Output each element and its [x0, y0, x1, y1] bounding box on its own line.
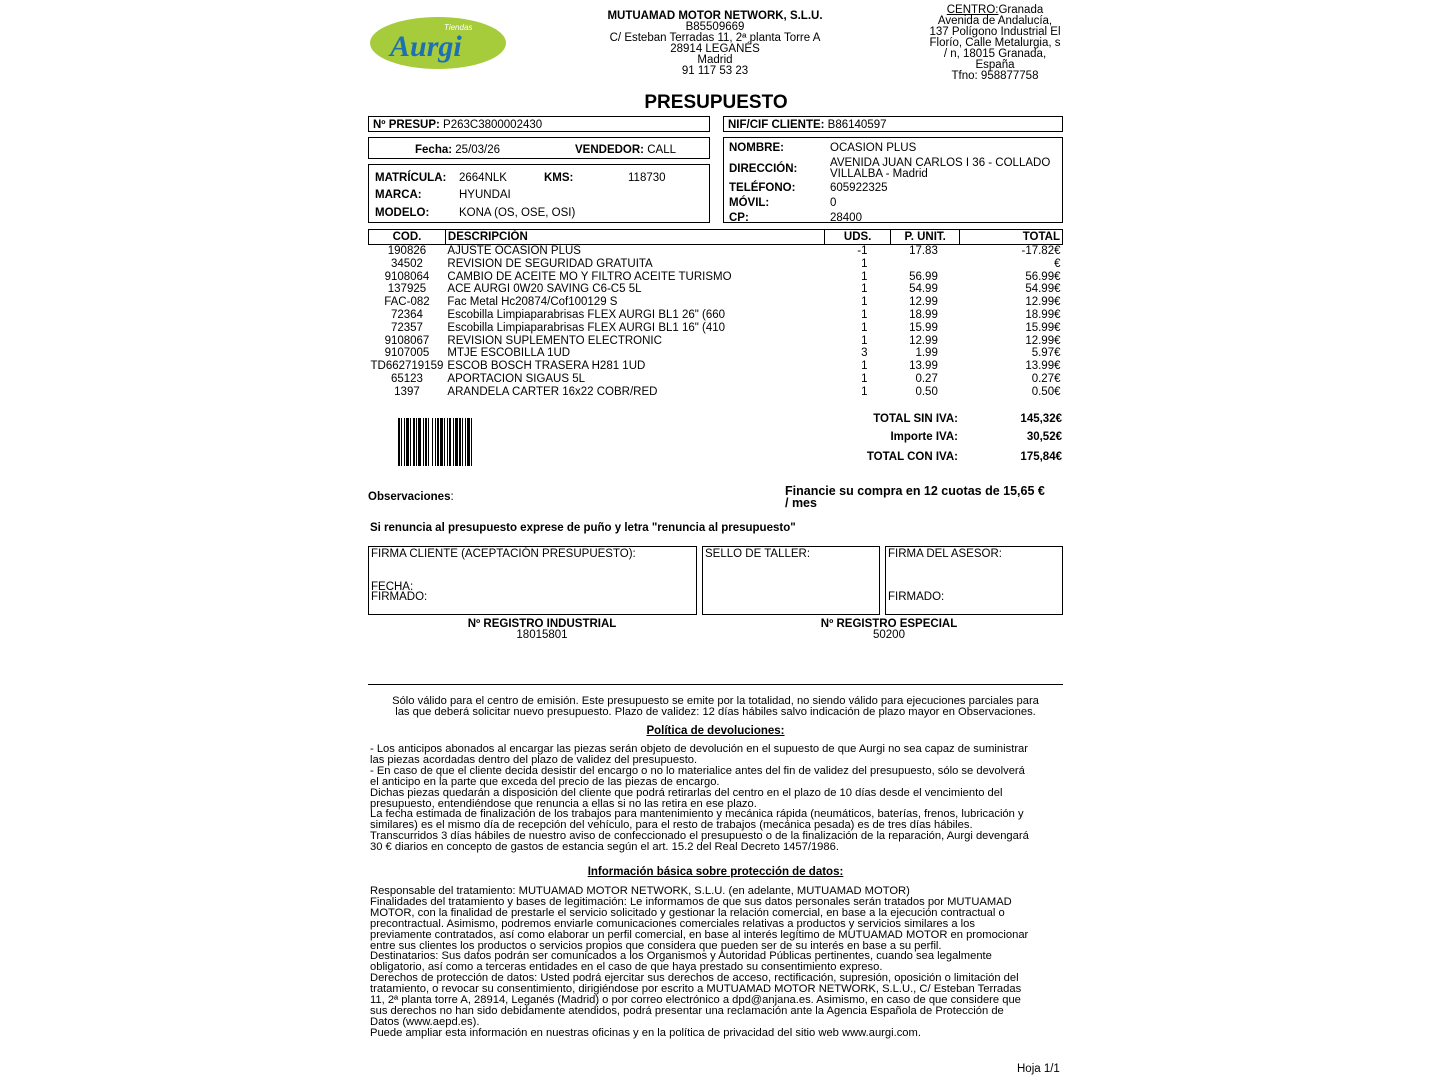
- cell-desc: APORTACION SIGAUS 5L: [447, 372, 586, 385]
- col-punit: P. UNIT.: [891, 230, 960, 245]
- direccion-label: DIRECCIÓN:: [729, 163, 798, 175]
- cell-desc: Fac Metal Hc20874/Cof100129 S: [447, 296, 618, 309]
- validez-line: Sólo válido para el centro de emisión. Este presupuesto se emite por la totalidad, no siendo válido para ejecuciones parciales para: [392, 695, 1039, 707]
- table-row: [369, 309, 1063, 322]
- datos-line: MOTOR, con la finalidad de prestarle el servicio solicitado y gestionar la relación comercial, en base a la ejecución contractual o: [370, 906, 1005, 919]
- registro-especial: [767, 619, 1011, 641]
- company-name: MUTUAMAD MOTOR NETWORK, S.L.U.: [607, 10, 823, 22]
- cell-cod: 1397: [394, 385, 420, 398]
- cell-desc: ARANDELA CARTER 16x22 COBR/RED: [447, 385, 658, 398]
- financie-text: [785, 485, 1045, 509]
- centro-line: Avenida de Andalucía,: [937, 15, 1053, 27]
- cell-uds: 1: [861, 283, 868, 296]
- cell-punit: 13.99: [909, 360, 938, 373]
- barcode-bar: [449, 418, 451, 466]
- matricula-value: 2664NLK: [459, 172, 507, 184]
- datos-line: Puede ampliar esta información en nuestras oficinas y en la política de privacidad del sitio web www.aurgi.com.: [370, 1026, 921, 1039]
- cell-cod: 9108067: [384, 334, 430, 347]
- table-row: [369, 386, 1063, 399]
- cell-cod: 9108064: [384, 270, 430, 283]
- col-desc: DESCRIPCIÓN: [445, 230, 824, 245]
- movil-value: 0: [830, 197, 837, 209]
- vendedor-value: CALL: [647, 144, 676, 156]
- cell-total: -17.82€: [1021, 245, 1061, 257]
- company-line: 91 117 53 23: [681, 65, 749, 77]
- barcode-bar: [413, 418, 415, 466]
- barcode-bar: [465, 418, 466, 466]
- firma-asesor-box: [885, 546, 1063, 615]
- cell-uds: 1: [861, 372, 868, 385]
- devoluciones-line: La fecha estimada de finalización de los trabajos para mantenimiento y mecánica rápida (neumáticos, baterías, frenos, lubricación y: [370, 808, 1024, 821]
- presup-label: Nº PRESUP:: [373, 119, 440, 131]
- cell-punit: 17.83: [909, 245, 938, 257]
- cell-desc: Escobilla Limpiaparabrisas FLEX AURGI BL1 16" (410: [447, 321, 726, 334]
- devoluciones-line: - En caso de que el cliente decida desistir del encargo o no lo materialice antes del fin de validez del presupuesto, sólo se devolverá: [370, 764, 1025, 777]
- barcode-bar: [428, 418, 429, 466]
- firma-cliente-firmado: FIRMADO:: [371, 591, 428, 603]
- fecha-value: 25/03/26: [455, 144, 501, 156]
- firma-cliente-box: [368, 546, 697, 615]
- nombre-label: NOMBRE:: [729, 142, 784, 154]
- barcode-bar: [401, 418, 402, 466]
- marca-label: MARCA:: [375, 189, 422, 201]
- modelo-value: KONA (OS, OSE, OSI): [459, 207, 576, 219]
- cell-cod: TD662719159: [370, 360, 444, 373]
- cell-cod: 65123: [390, 372, 423, 385]
- registro-especial-value: 50200: [873, 629, 905, 641]
- cell-total: 0.27€: [1031, 372, 1061, 385]
- telefono-label: TELÉFONO:: [729, 182, 796, 194]
- cell-desc: REVISION SUPLEMENTO ELECTRONIC: [447, 334, 662, 347]
- divider: [368, 684, 1063, 685]
- datos-line: Derechos de protección de datos: Usted podrá ejercitar sus derechos de acceso, rectificación, supresión, oposición o limitación del: [370, 972, 1019, 985]
- barcode-bar: [440, 418, 443, 466]
- cell-cod: FAC-082: [384, 296, 430, 309]
- centro-line: / n, 18015 Granada,: [943, 48, 1047, 60]
- cell-punit: [891, 258, 960, 271]
- cell-cod: 9107005: [384, 347, 430, 360]
- presup-box: [368, 116, 710, 132]
- barcode-bar: [459, 418, 461, 466]
- firma-cliente-title: FIRMA CLIENTE (ACEPTACIÓN PRESUPUESTO):: [371, 548, 636, 560]
- barcode-bar: [425, 418, 427, 466]
- barcode-bar: [418, 418, 421, 466]
- centro-name: Granada: [998, 4, 1044, 16]
- cell-total: 0.50€: [1031, 385, 1061, 398]
- centro-line: Florío, Calle Metalurgia, s: [929, 37, 1061, 49]
- cell-punit: 0.27: [915, 372, 938, 385]
- company-line: 28914 LEGANÉS: [670, 43, 760, 55]
- cell-punit: 1.99: [915, 347, 938, 360]
- company-line: B85509669: [685, 21, 745, 33]
- movil-label: MÓVIL:: [729, 197, 770, 209]
- total-sin-iva-label: TOTAL SIN IVA:: [873, 413, 958, 425]
- devoluciones-line: - Los anticipos abonados al encargar las piezas serán objeto de devolución en el supuesto de que Aurgi no sea capaz de suministrar: [370, 743, 1028, 755]
- barcode-bar: [432, 418, 433, 466]
- fecha-box: [368, 137, 710, 159]
- firma-asesor-firmado: FIRMADO:: [888, 591, 945, 603]
- vehicle-box: [368, 164, 710, 223]
- centro-line: 137 Polígono Industrial El: [929, 26, 1061, 38]
- devoluciones-line: Transcurridos 3 días hábiles de nuestro aviso de confeccionado el presupuesto o de la finalización de la reparación, Aurgi devengará: [370, 830, 1029, 843]
- cell-uds: -1: [857, 245, 868, 257]
- col-uds: UDS.: [825, 230, 891, 245]
- cell-uds: 1: [861, 257, 868, 270]
- cell-uds: 1: [861, 308, 868, 321]
- kms-label: KMS:: [544, 172, 574, 184]
- table-row: [369, 360, 1063, 373]
- cp-label: CP:: [729, 212, 749, 224]
- cell-punit: 54.99: [909, 283, 938, 296]
- barcode-bar: [423, 418, 424, 466]
- cp-value: 28400: [830, 212, 862, 224]
- cell-cod: 72357: [390, 321, 423, 334]
- modelo-label: MODELO:: [375, 207, 430, 219]
- kms-value: 118730: [628, 172, 666, 184]
- cell-punit: 0.50: [915, 385, 938, 398]
- datos-line: tratamiento, o revocar su consentimiento, dirigiéndose por escrito a MUTUAMAD MOTOR NETWORK, S.L.U., C/ Esteban Terradas: [370, 983, 1022, 996]
- page-number: Hoja 1/1: [1017, 1063, 1060, 1075]
- cell-desc: REVISION DE SEGURIDAD GRATUITA: [447, 257, 653, 270]
- total-sin-iva-value: 145,32€: [1020, 413, 1062, 425]
- datos-line: Responsable del tratamiento: MUTUAMAD MOTOR NETWORK, S.L.U. (en adelante, MUTUAMAD MOTOR): [370, 885, 910, 897]
- devoluciones-line: el anticipo en la parte que exceda del precio de las piezas de encargo.: [370, 775, 720, 788]
- datos-text: [370, 886, 1062, 1039]
- col-total: TOTAL: [960, 230, 1063, 245]
- table-row: [369, 283, 1063, 296]
- total-con-iva-label: TOTAL CON IVA:: [866, 451, 958, 463]
- table-row: [369, 373, 1063, 386]
- cell-desc: ESCOB BOSCH TRASERA H281 1UD: [447, 360, 646, 373]
- fecha-label: Fecha:: [415, 144, 453, 156]
- registro-industrial: [420, 619, 664, 641]
- nombre-value: OCASION PLUS: [830, 142, 917, 154]
- financie-line-1: Financie su compra en 12 cuotas de 15,65 €: [785, 484, 1045, 498]
- page-title: PRESUPUESTO: [644, 92, 788, 113]
- devoluciones-line: 30 € diarios en concepto de gastos de estancia según el art. 15.2 del Real Decreto 1457/1986.: [370, 841, 839, 854]
- datos-title: Información básica sobre protección de datos:: [587, 866, 844, 878]
- registro-especial-label: Nº REGISTRO ESPECIAL: [820, 618, 958, 630]
- importe-iva-label: Importe IVA:: [890, 431, 958, 443]
- devoluciones-line: Dichas piezas quedarán a disposición del cliente que podrá retirarlas del centro en el plazo de 10 días desde el vencimiento del: [370, 786, 1003, 799]
- cell-desc: MTJE ESCOBILLA 1UD: [447, 347, 571, 360]
- devoluciones-line: las piezas acordadas dentro del plazo de validez del presupuesto.: [370, 753, 698, 766]
- cell-desc: CAMBIO DE ACEITE MO Y FILTRO ACEITE TURISMO: [447, 270, 732, 283]
- barcode-bar: [455, 418, 458, 466]
- table-row: [369, 296, 1063, 309]
- barcode-bar: [404, 418, 405, 466]
- marca-value: HYUNDAI: [459, 189, 511, 201]
- datos-line: obligatorio, así como a terceras entidades en el caso de que haya prestado su consentimiento expreso.: [370, 961, 883, 974]
- devoluciones-line: presupuesto, entendiéndose que renuncia a ellas si no las retira en ese plazo.: [370, 797, 757, 810]
- renuncia-text: Si renuncia al presupuesto exprese de puño y letra "renuncia al presupuesto": [370, 522, 796, 534]
- company-info: [580, 11, 850, 77]
- datos-line: entre sus clientes los productos o servicios propios que considera que pueden ser de su interés en base a su perfil.: [370, 939, 942, 952]
- barcode-bar: [447, 418, 448, 466]
- datos-line: Destinatarios: Sus datos podrán ser comunicados a los Organismos y Autoridad Públicas pertinentes, cuando sea legalmente: [370, 950, 992, 963]
- cell-uds: 1: [861, 296, 868, 309]
- items-table: [368, 229, 1063, 399]
- cell-uds: 1: [861, 270, 868, 283]
- table-row: [369, 335, 1063, 348]
- total-con-iva-value: 175,84€: [1020, 451, 1062, 463]
- cell-total: 54.99€: [1025, 283, 1061, 296]
- cell-uds: 1: [861, 385, 868, 398]
- col-cod: COD.: [369, 230, 446, 245]
- aurgi-logo: [368, 14, 508, 72]
- nif-value: B86140597: [827, 119, 887, 131]
- cell-desc: ACE AURGI 0W20 SAVING C6-C5 5L: [447, 283, 642, 296]
- barcode-bar: [437, 418, 439, 466]
- logo-small-text: Tiendas: [444, 23, 473, 32]
- cell-punit: 18.99: [909, 308, 938, 321]
- cell-punit: 12.99: [909, 296, 938, 309]
- cell-total: €: [1054, 257, 1061, 270]
- cell-desc: Escobilla Limpiaparabrisas FLEX AURGI BL1 26" (660: [447, 308, 726, 321]
- devoluciones-text: [370, 744, 1062, 853]
- cell-cod: 190826: [387, 245, 427, 257]
- barcode-bar: [444, 418, 445, 466]
- barcode-bar: [410, 418, 411, 466]
- centro-label: CENTRO:: [946, 4, 999, 16]
- direccion-value-1: AVENIDA JUAN CARLOS I 36 - COLLADO: [830, 157, 1051, 169]
- matricula-label: MATRÍCULA:: [375, 172, 447, 184]
- importe-iva-value: 30,52€: [1026, 431, 1062, 443]
- barcode-bar: [398, 418, 400, 466]
- registro-industrial-label: Nº REGISTRO INDUSTRIAL: [467, 618, 617, 630]
- cell-punit: 12.99: [909, 334, 938, 347]
- nif-label: NIF/CIF CLIENTE:: [728, 119, 825, 131]
- observaciones: [368, 491, 454, 503]
- cell-total: 12.99€: [1025, 296, 1061, 309]
- devoluciones-title: Política de devoluciones:: [646, 725, 785, 737]
- firma-cliente-fecha: FECHA:: [371, 581, 414, 593]
- presup-value: P263C3800002430: [443, 119, 543, 131]
- cell-desc: AJUSTE OCASION PLUS: [447, 245, 581, 257]
- company-line: C/ Esteban Terradas 11, 2ª planta Torre A: [609, 32, 821, 44]
- cell-total: 18.99€: [1025, 308, 1061, 321]
- barcode: [398, 418, 504, 466]
- barcode-bar: [462, 418, 463, 466]
- cell-total: 15.99€: [1025, 321, 1061, 334]
- centro-line: Tfno: 958877758: [951, 70, 1039, 82]
- sello-taller-title: SELLO DE TALLER:: [705, 548, 811, 560]
- total-sin-iva: [800, 413, 1062, 427]
- table-row: [369, 245, 1063, 258]
- validez-line: las que deberá solicitar nuevo presupuesto. Plazo de validez: 12 días hábiles salvo indicación de plazo mayor en Observaciones.: [395, 705, 1036, 718]
- cell-total: 5.97€: [1031, 347, 1061, 360]
- datos-line: previamente contratados, así como elaborar un perfil comercial, en base al interés legítimo de MUTUAMAD MOTOR en promocionar: [370, 928, 1029, 941]
- barcode-bar: [416, 418, 417, 466]
- observaciones-label: Observaciones: [368, 491, 451, 503]
- logo-brand-text: Aurgi: [390, 30, 462, 63]
- company-line: Madrid: [697, 54, 733, 66]
- registro-industrial-value: 18015801: [516, 629, 568, 641]
- table-row: [369, 347, 1063, 360]
- cell-cod: 72364: [390, 308, 423, 321]
- datos-line: Datos (www.aepd.es).: [370, 1015, 480, 1028]
- cell-uds: 1: [861, 334, 868, 347]
- centro-line: España: [975, 59, 1015, 71]
- sello-taller-box: [702, 546, 880, 615]
- validez-text: [368, 696, 1063, 718]
- cell-cod: 137925: [387, 283, 427, 296]
- cell-punit: 56.99: [909, 270, 938, 283]
- direccion-value-2: VILLALBA - Madrid: [830, 168, 928, 180]
- barcode-bar: [406, 418, 409, 466]
- importe-iva: [800, 431, 1062, 445]
- cell-cod: 34502: [390, 257, 423, 270]
- cell-punit: 15.99: [909, 321, 938, 334]
- barcode-bar: [453, 418, 454, 466]
- observaciones-colon: :: [450, 491, 454, 503]
- nif-box: [723, 116, 1063, 132]
- cell-uds: 1: [861, 321, 868, 334]
- datos-line: sus derechos no han sido debidamente atendidos, podrá presentar una reclamación ante la Agencia Española de Protección de: [370, 1004, 1004, 1017]
- client-box: [723, 137, 1063, 223]
- barcode-bar: [435, 418, 436, 466]
- table-row: [369, 258, 1063, 271]
- table-row: [369, 322, 1063, 335]
- table-header-row: [369, 230, 1063, 245]
- datos-line: Finalidades del tratamiento y bases de legitimación: Le informamos de que sus datos personales serán tratados por MUTUAMAD: [370, 895, 1012, 908]
- cell-total: 12.99€: [1025, 334, 1061, 347]
- centro-info: [920, 5, 1070, 82]
- cell-total: 56.99€: [1025, 270, 1061, 283]
- barcode-bar: [471, 418, 472, 466]
- datos-line: precontractual. Asimismo, podremos enviarle comunicaciones comerciales relativas a productos y servicios similares a los: [370, 917, 975, 930]
- cell-uds: 1: [861, 360, 868, 373]
- cell-total: 13.99€: [1025, 360, 1061, 373]
- datos-line: 11, 2ª planta torre A, 28914, Leganés (Madrid) o por correo electrónico a dpd@anjana.es. Asimismo, en caso de que considere que: [370, 994, 1021, 1007]
- vendedor-label: VENDEDOR:: [575, 144, 645, 156]
- cell-uds: 3: [861, 347, 868, 360]
- total-con-iva: [800, 451, 1062, 465]
- telefono-value: 605922325: [830, 182, 888, 194]
- table-row: [369, 271, 1063, 284]
- firma-asesor-title: FIRMA DEL ASESOR:: [888, 548, 1002, 560]
- barcode-bar: [467, 418, 470, 466]
- financie-line-2: / mes: [785, 496, 817, 510]
- devoluciones-line: similares) es el mismo día de recepción del vehículo, para el resto de trabajos (mecánica pesada) es de tres días hábiles.: [370, 819, 973, 832]
